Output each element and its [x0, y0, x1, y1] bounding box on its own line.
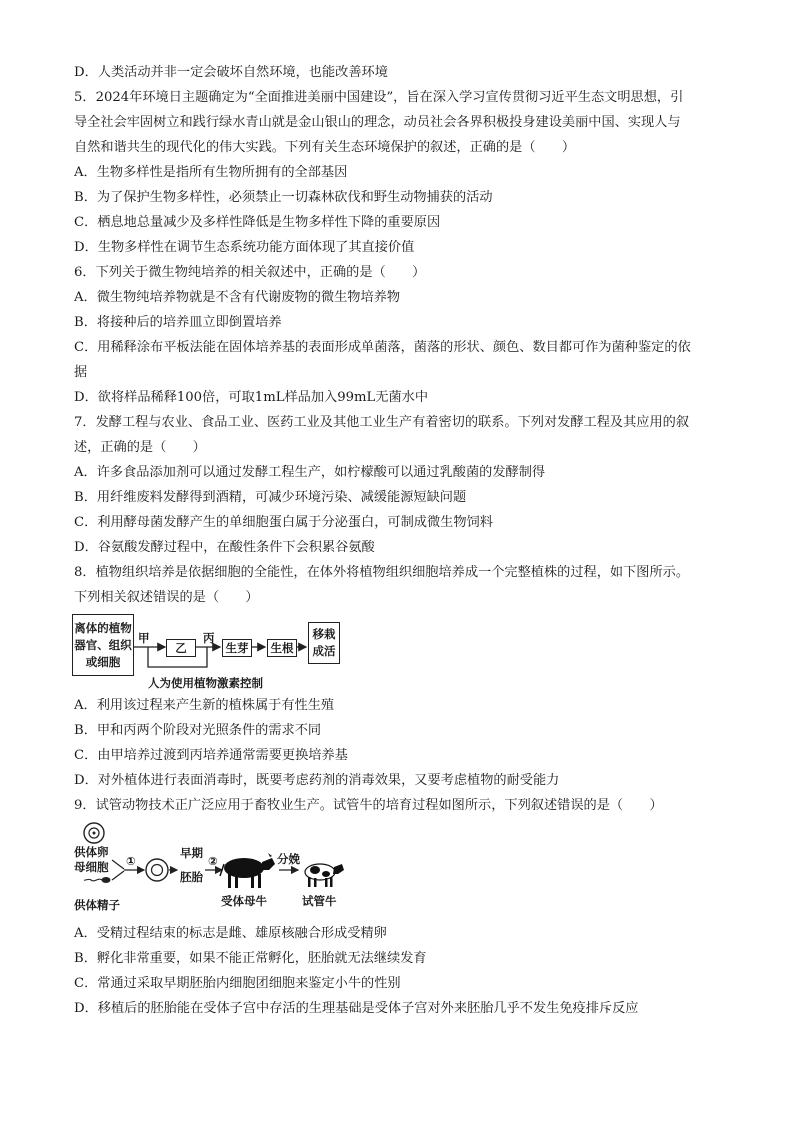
root-box-text: 生根 — [270, 641, 294, 655]
q8-option-b: B．甲和丙两个阶段对光照条件的需求不同 — [74, 723, 322, 738]
test-tube-cattle-diagram — [72, 820, 352, 920]
step-1-marker: ① — [126, 854, 136, 868]
explant-source-line2: 器官、组织 — [74, 637, 132, 652]
q6-option-c-line1: C．用稀释涂布平板法能在固体培养基的表面形成单菌落，菌落的形状、颜色、数目都可作为菌种鉴定的依 — [74, 340, 691, 355]
transplant-box-line1: 移栽 — [312, 627, 336, 641]
zygote-icon — [146, 859, 168, 881]
q9-option-a: A．受精过程结束的标志是雌、雄原核融合形成受精卵 — [74, 926, 387, 941]
recipient-cow-icon — [220, 853, 275, 888]
q5-option-d: D．生物多样性在调节生态系统功能方面体现了其直接价值 — [74, 240, 415, 255]
egg-cell-icon — [84, 823, 104, 843]
egg-label-line1: 供体卵 — [74, 845, 109, 859]
q8-stem-line1: 8．植物组织培养是依据细胞的全能性，在体外将植物组织细胞培养成一个完整植株的过程，如下图所示。 — [74, 565, 690, 580]
explant-source-line1: 离体的植物 — [74, 620, 132, 635]
calf-icon — [305, 864, 344, 887]
sperm-label: 供体精子 — [74, 898, 120, 912]
q7-option-c: C．利用酵母菌发酵产生的单细胞蛋白属于分泌蛋白，可制成微生物饲料 — [74, 515, 493, 530]
q9-option-d: D．移植后的胚胎能在受体子宫中存活的生理基础是受体子宫对外来胚胎几乎不发生免疫排斥反应 — [74, 1001, 639, 1016]
step-2-marker: ② — [208, 854, 218, 868]
explant-source-line3: 或细胞 — [85, 654, 121, 669]
stage-box-yi — [166, 639, 196, 657]
birth-label: 分娩 — [277, 852, 300, 866]
q8-stem-line2: 下列相关叙述错误的是（ ） — [74, 590, 259, 605]
q6-stem: 6．下列关于微生物纯培养的相关叙述中，正确的是（ ） — [74, 265, 426, 280]
q5-option-a: A．生物多样性是指所有生物所拥有的全部基因 — [74, 165, 348, 180]
q9-option-b: B．孵化非常重要，如果不能正常孵化，胚胎就无法继续发育 — [74, 951, 427, 966]
root-box — [267, 639, 297, 657]
q7-option-d: D．谷氨酸发酵过程中，在酸性条件下会积累谷氨酸 — [74, 540, 375, 555]
q7-option-a: A．许多食品添加剂可以通过发酵工程生产，如柠檬酸可以通过乳酸菌的发酵制得 — [74, 465, 546, 480]
q9-option-c: C．常通过采取早期胚胎内细胞团细胞来鉴定小牛的性别 — [74, 976, 401, 991]
transplant-box-line2: 成活 — [312, 644, 336, 658]
calf-label: 试管牛 — [302, 894, 337, 908]
sperm-icon — [84, 877, 111, 883]
q5-stem-line3: 自然和谐共生的现代化的伟大实践。下列有关生态环境保护的叙述，正确的是（ ） — [74, 140, 576, 155]
q6-option-d: D．欲将样品稀释100倍，可取1mL样品加入99mL无菌水中 — [74, 390, 429, 405]
q7-stem-line1: 7．发酵工程与农业、食品工业、医药工业及其他工业生产有着密切的联系。下列对发酵工程及其应用的叙 — [74, 415, 690, 430]
hormone-control-caption: 人为使用植物激素控制 — [148, 676, 263, 690]
early-embryo-line1: 早期 — [180, 846, 203, 860]
stage-box-yi-text: 乙 — [175, 641, 187, 655]
explant-source-box — [72, 614, 134, 676]
q6-option-a: A．微生物纯培养物就是不含有代谢废物的微生物培养物 — [74, 290, 401, 305]
q6-option-b: B．将接种后的培养皿立即倒置培养 — [74, 315, 282, 330]
early-embryo-line2: 胚胎 — [180, 870, 203, 884]
transplant-box — [308, 622, 340, 664]
stage-label-jia: 甲 — [138, 631, 150, 645]
shoot-box-text: 生芽 — [225, 641, 249, 655]
q7-option-b: B．用纤维废料发酵得到酒精，可减少环境污染、减缓能源短缺问题 — [74, 490, 467, 505]
plant-tissue-culture-diagram — [72, 612, 342, 694]
q9-stem: 9．试管动物技术正广泛应用于畜牧业生产。试管牛的培育过程如图所示，下列叙述错误的是（ ） — [74, 798, 663, 813]
q8-option-c: C．由甲培养过渡到丙培养通常需要更换培养基 — [74, 748, 348, 763]
egg-label-line2: 母细胞 — [74, 860, 109, 874]
q5-option-b: B．为了保护生物多样性，必须禁止一切森林砍伐和野生动物捕获的活动 — [74, 190, 493, 205]
recipient-cow-label: 受体母牛 — [221, 894, 267, 908]
stage-label-bing: 丙 — [203, 631, 215, 645]
q6-option-c-line2: 据 — [74, 365, 88, 380]
q8-option-a: A．利用该过程来产生新的植株属于有性生殖 — [74, 698, 335, 713]
q8-option-d: D．对外植体进行表面消毒时，既要考虑药剂的消毒效果，又要考虑植物的耐受能力 — [74, 773, 560, 788]
q4-option-d: D．人类活动并非一定会破坏自然环境，也能改善环境 — [74, 65, 388, 80]
q5-stem-line2: 导全社会牢固树立和践行绿水青山就是金山银山的理念，动员社会各界积极投身建设美丽中国、实现人与 — [74, 115, 681, 130]
q7-stem-line2: 述，正确的是（ ） — [74, 440, 206, 455]
shoot-box — [222, 639, 252, 657]
q5-option-c: C．栖息地总量减少及多样性降低是生物多样性下降的重要原因 — [74, 215, 441, 230]
q5-stem-line1: 5．2024年环境日主题确定为“全面推进美丽中国建设”，旨在深入学习宣传贯彻习近平生态文明思想，引 — [74, 90, 684, 105]
